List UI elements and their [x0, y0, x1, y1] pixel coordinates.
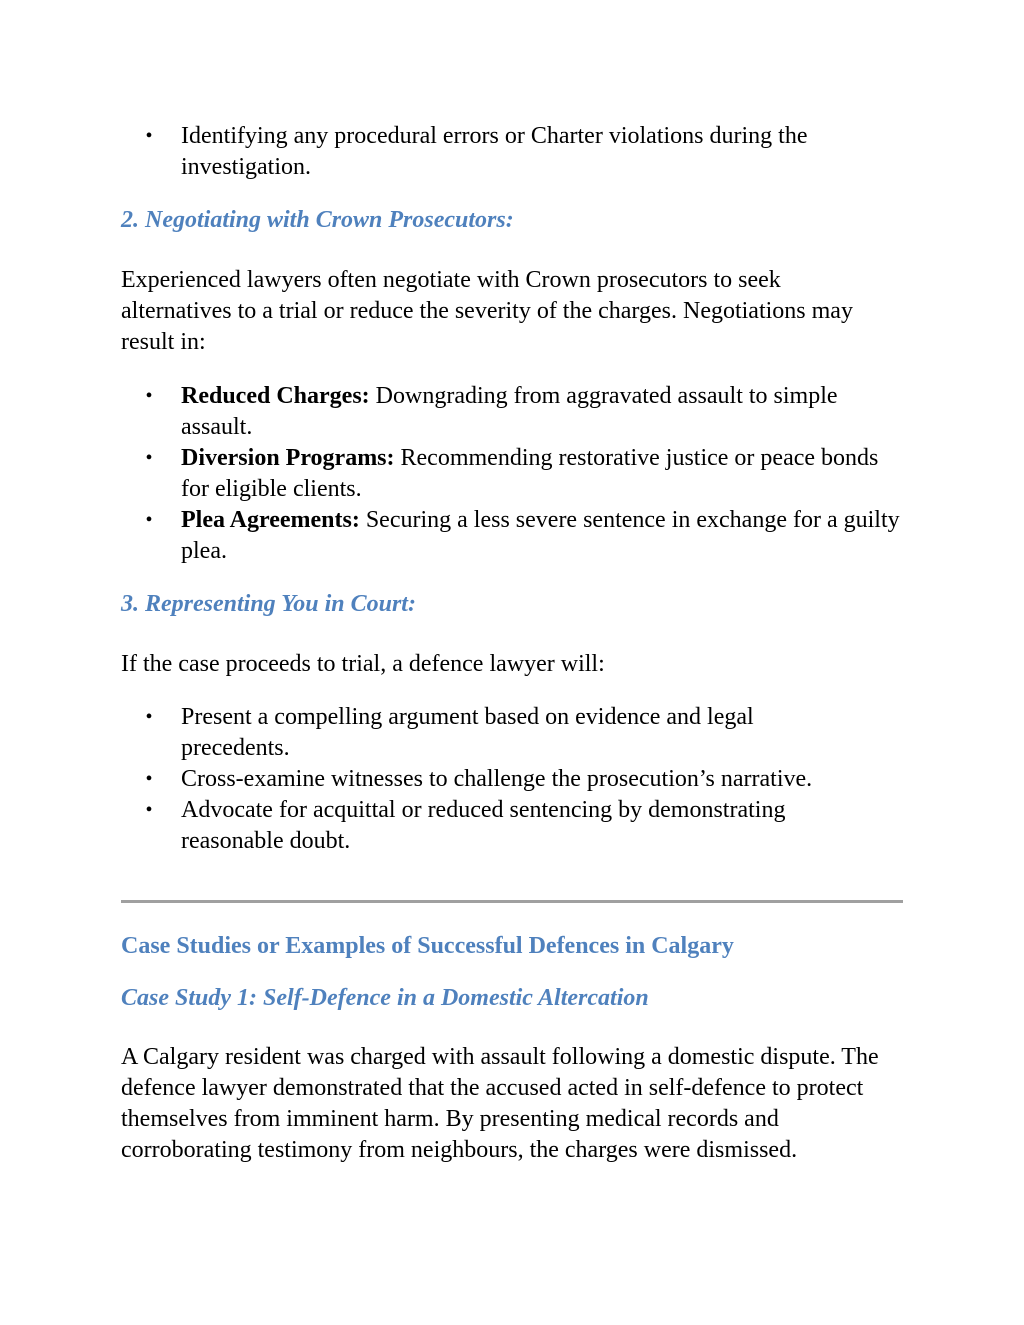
- bullet-marker: •: [145, 509, 153, 531]
- list-item-text: Recommending restorative justice or peace bonds for eligible clients.: [181, 445, 879, 502]
- bullet-marker: •: [145, 447, 153, 469]
- list-item: Present a compelling argument based on evidence and legal precedents.: [181, 704, 754, 761]
- list-item: Cross-examine witnesses to challenge the prosecution’s narrative.: [181, 766, 813, 792]
- list-item-plea-agreements: [181, 505, 921, 567]
- list-item: Advocate for acquittal or reduced sentencing by demonstrating reasonable doubt.: [181, 797, 786, 854]
- bullet-marker: •: [145, 385, 153, 407]
- paragraph-negotiating-intro: Experienced lawyers often negotiate with Crown prosecutors to seek alternatives to a trial or reduce the severity of the charges. Negotiations may result in:: [121, 267, 853, 355]
- list-item: Identifying any procedural errors or Charter violations during the investigation.: [181, 123, 808, 180]
- list-item-diversion-programs: [181, 443, 911, 505]
- list-item-text: Downgrading from aggravated assault to simple assault.: [181, 383, 838, 440]
- paragraph-representing-intro: If the case proceeds to trial, a defence lawyer will:: [121, 651, 605, 677]
- bullet-marker: •: [145, 768, 153, 790]
- list-item-label: Diversion Programs:: [181, 445, 395, 471]
- bullet-marker: •: [145, 125, 153, 147]
- case-study-1-heading: Case Study 1: Self-Defence in a Domestic Altercation: [121, 985, 649, 1011]
- bullet-marker: •: [145, 706, 153, 728]
- list-item-reduced-charges: [181, 381, 861, 443]
- list-item-text: Securing a less severe sentence in exchange for a guilty plea.: [181, 507, 900, 564]
- section-heading-negotiating: 2. Negotiating with Crown Prosecutors:: [121, 207, 514, 233]
- horizontal-divider: [121, 900, 903, 903]
- list-item-label: Plea Agreements:: [181, 507, 360, 533]
- case-study-1-body: A Calgary resident was charged with assault following a domestic dispute. The defence lawyer demonstrated that the accused acted in self-defence to protect themselves from imminent harm. By presenting medical records and corroborating testimony from neighbours, the charges were dismissed.: [121, 1044, 879, 1163]
- section-heading-representing: 3. Representing You in Court:: [121, 591, 416, 617]
- section-heading-case-studies: Case Studies or Examples of Successful Defences in Calgary: [121, 933, 734, 959]
- bullet-marker: •: [145, 799, 153, 821]
- list-item-label: Reduced Charges:: [181, 383, 370, 409]
